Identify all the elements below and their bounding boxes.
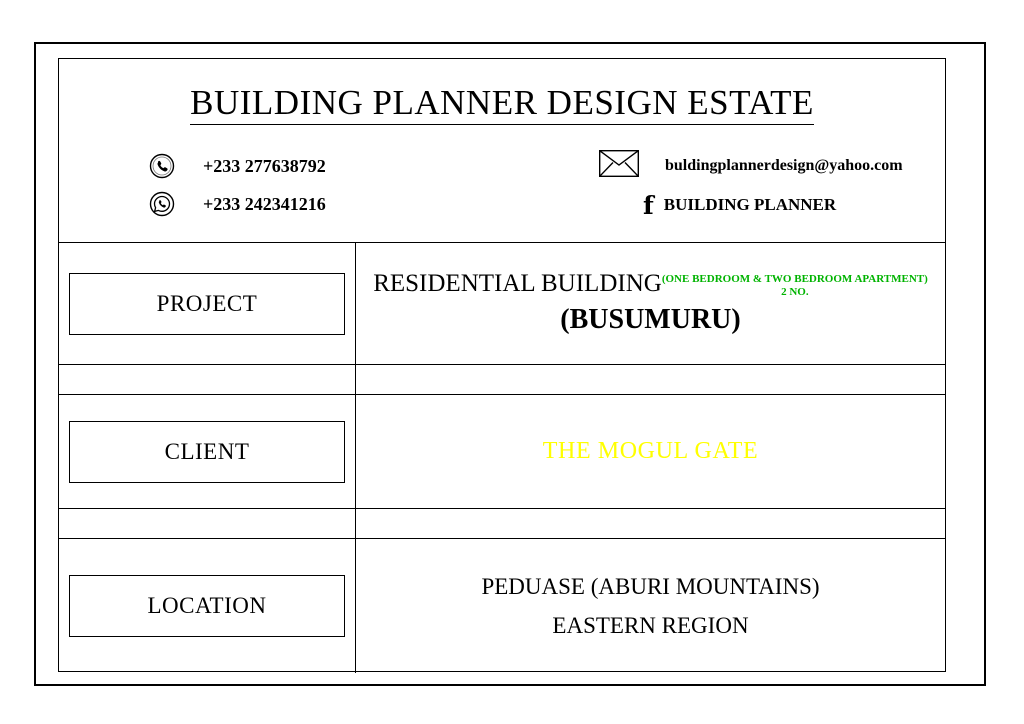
client-label: CLIENT [69,421,345,483]
table-spacer-1-divider [59,365,356,394]
table-spacer-2-divider [59,509,356,538]
client-value: THE MOGUL GATE [542,438,759,464]
page-title [59,83,945,123]
project-value-main-line [373,271,928,298]
title-block-outer-border [34,42,986,686]
project-label-cell [59,243,356,364]
phone-number-1: +233 277638792 [203,155,326,176]
project-label: PROJECT [69,273,345,335]
phone-icon [149,153,175,179]
table-row-project [59,243,945,365]
phone-row-1 [149,147,509,185]
table-row-client [59,395,945,509]
online-contacts [599,147,939,225]
phone-row-2 [149,185,509,223]
client-label-cell [59,395,356,508]
envelope-icon [599,150,639,182]
client-value-cell [356,395,945,508]
email-row [599,147,939,185]
location-label: LOCATION [69,575,345,637]
table-row-location [59,539,945,673]
project-value-cell [356,243,945,364]
project-note-line2: 2 NO. [781,285,809,298]
company-title-text: BUILDING PLANNER DESIGN ESTATE [190,83,814,125]
project-value-note [662,273,928,298]
project-value-sub: (BUSUMURU) [560,304,741,336]
table-spacer-2 [59,509,945,539]
location-value-cell [356,539,945,673]
project-note-line1: (ONE BEDROOM & TWO BEDROOM APARTMENT) [661,272,928,285]
project-value-main: RESIDENTIAL BUILDING [373,269,662,297]
facebook-row [643,185,939,225]
facebook-icon: f [643,190,654,220]
phone-number-2: +233 242341216 [203,193,326,214]
title-block-inner-border [58,58,946,672]
phone-contacts [149,147,509,223]
location-value-line1: PEDUASE (ABURI MOUNTAINS) [481,573,820,599]
email-address: buldingplannerdesign@yahoo.com [665,157,903,174]
project-info-table [59,243,945,673]
header-section [59,59,945,243]
location-value-line2: EASTERN REGION [552,613,749,638]
facebook-handle: BUILDING PLANNER [663,195,837,214]
table-spacer-1 [59,365,945,395]
whatsapp-icon [149,191,175,217]
location-label-cell [59,539,356,673]
